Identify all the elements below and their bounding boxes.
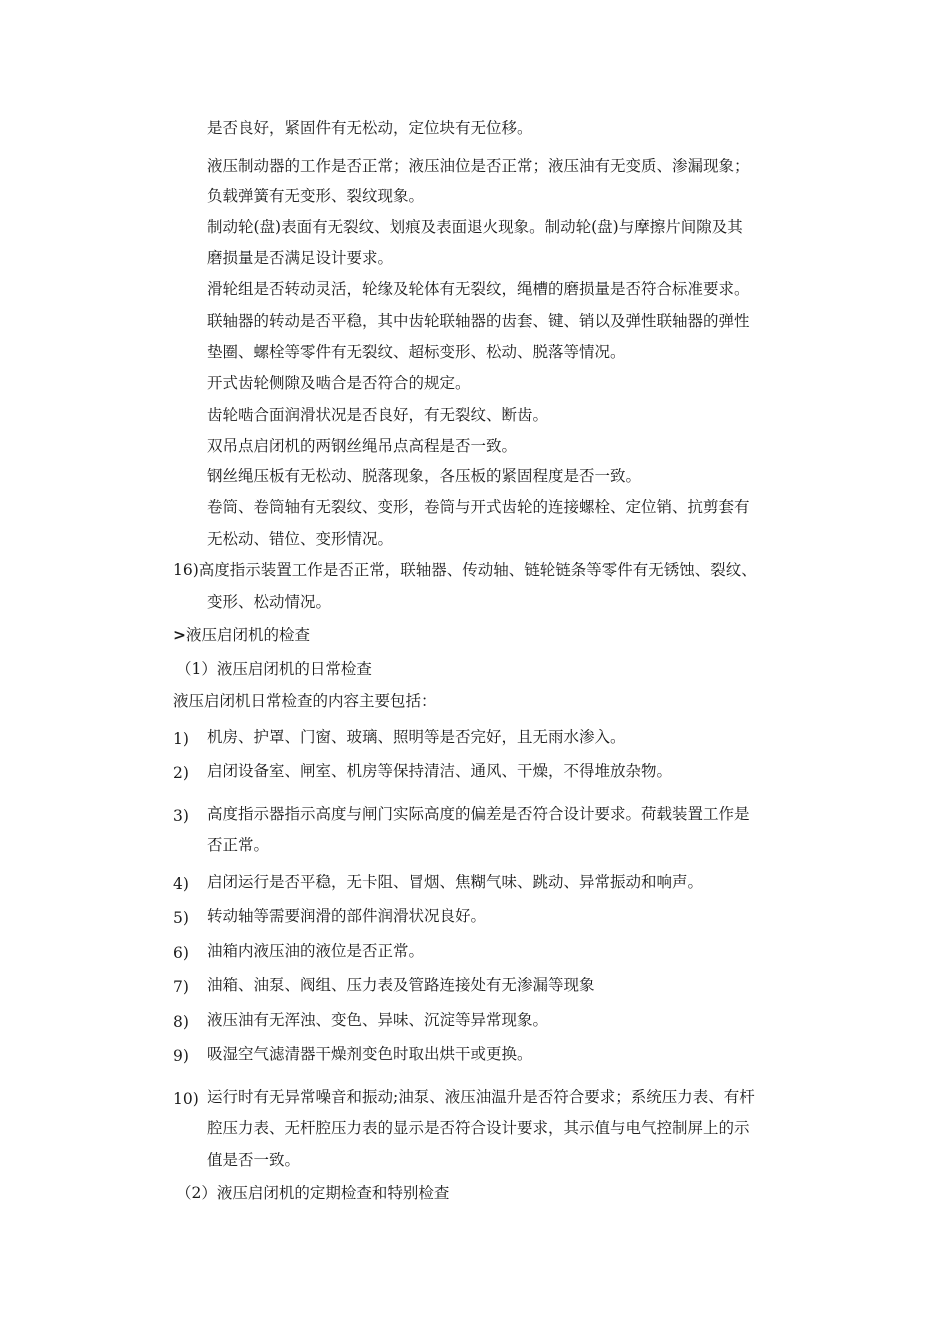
list-number: 2) bbox=[173, 764, 189, 782]
paragraph-line: 双吊点启闭机的两钢丝绳吊点高程是否一致。 bbox=[207, 437, 518, 455]
paragraph-line: 无松动、错位、变形情况。 bbox=[207, 530, 394, 548]
list-number: 9) bbox=[173, 1047, 189, 1065]
list-text-continuation: 否正常。 bbox=[207, 836, 270, 854]
subsection-heading-1: （1）液压启闭机的日常检查 bbox=[176, 660, 372, 678]
paragraph-line: 联轴器的转动是否平稳，其中齿轮联轴器的齿套、键、销以及弹性联轴器的弹性 bbox=[207, 312, 750, 330]
arrow-icon: > bbox=[173, 626, 186, 644]
paragraph-line: 垫圈、螺栓等零件有无裂纹、超标变形、松动、脱落等情况。 bbox=[207, 343, 626, 361]
paragraph-line: 开式齿轮侧隙及啮合是否符合的规定。 bbox=[207, 374, 471, 392]
subsection-heading-2: （2）液压启闭机的定期检查和特别检查 bbox=[176, 1184, 450, 1202]
list-text: 机房、护罩、门窗、玻璃、照明等是否完好，且无雨水渗入。 bbox=[207, 728, 626, 746]
list-item-16: 16)高度指示装置工作是否正常，联轴器、传动轴、链轮链条等零件有无锈蚀、裂纹、 bbox=[173, 561, 757, 579]
list-number: 6) bbox=[173, 944, 189, 962]
paragraph-line: 钢丝绳压板有无松动、脱落现象，各压板的紧固程度是否一致。 bbox=[207, 467, 642, 485]
list-text-continuation: 值是否一致。 bbox=[207, 1151, 301, 1169]
list-number: 8) bbox=[173, 1013, 189, 1031]
intro-text: 液压启闭机日常检查的内容主要包括： bbox=[173, 692, 437, 710]
list-text: 吸湿空气滤清器干燥剂变色时取出烘干或更换。 bbox=[207, 1045, 533, 1063]
list-text: 高度指示器指示高度与闸门实际高度的偏差是否符合设计要求。荷载装置工作是 bbox=[207, 805, 750, 823]
paragraph-line: 卷筒、卷筒轴有无裂纹、变形，卷筒与开式齿轮的连接螺栓、定位销、抗剪套有 bbox=[207, 498, 750, 516]
list-text: 启闭设备室、闸室、机房等保持清洁、通风、干燥，不得堆放杂物。 bbox=[207, 762, 673, 780]
paragraph-line: 是否良好，紧固件有无松动，定位块有无位移。 bbox=[207, 119, 533, 137]
list-text: 油箱、油泵、阀组、压力表及管路连接处有无渗漏等现象 bbox=[207, 976, 595, 994]
list-number: 5) bbox=[173, 909, 189, 927]
list-number: 7) bbox=[173, 978, 189, 996]
paragraph-line: 磨损量是否满足设计要求。 bbox=[207, 249, 394, 267]
paragraph-line: 制动轮(盘)表面有无裂纹、划痕及表面退火现象。制动轮(盘)与摩擦片间隙及其 bbox=[207, 218, 743, 236]
paragraph-line: 齿轮啮合面润滑状况是否良好，有无裂纹、断齿。 bbox=[207, 406, 549, 424]
section-heading bbox=[173, 625, 310, 645]
list-text: 液压油有无浑浊、变色、异味、沉淀等异常现象。 bbox=[207, 1011, 549, 1029]
list-text-continuation: 腔压力表、无杆腔压力表的显示是否符合设计要求，其示值与电气控制屏上的示 bbox=[207, 1119, 750, 1137]
list-number: 3) bbox=[173, 807, 189, 825]
list-text: 转动轴等需要润滑的部件润滑状况良好。 bbox=[207, 907, 487, 925]
paragraph-line: 液压制动器的工作是否正常；液压油位是否正常；液压油有无变质、渗漏现象； bbox=[207, 157, 750, 175]
list-item-16-continuation: 变形、松动情况。 bbox=[207, 593, 332, 611]
list-number: 1) bbox=[173, 730, 189, 748]
list-text: 油箱内液压油的液位是否正常。 bbox=[207, 942, 425, 960]
list-text: 启闭运行是否平稳，无卡阻、冒烟、焦糊气味、跳动、异常振动和响声。 bbox=[207, 873, 704, 891]
list-number: 10) bbox=[173, 1090, 199, 1108]
list-number: 4) bbox=[173, 875, 189, 893]
section-title: 液压启闭机的检查 bbox=[186, 626, 311, 644]
list-text: 运行时有无异常噪音和振动;油泵、液压油温升是否符合要求；系统压力表、有杆 bbox=[207, 1088, 755, 1106]
paragraph-line: 负载弹簧有无变形、裂纹现象。 bbox=[207, 187, 425, 205]
paragraph-line: 滑轮组是否转动灵活，轮缘及轮体有无裂纹，绳槽的磨损量是否符合标准要求。 bbox=[207, 280, 750, 298]
